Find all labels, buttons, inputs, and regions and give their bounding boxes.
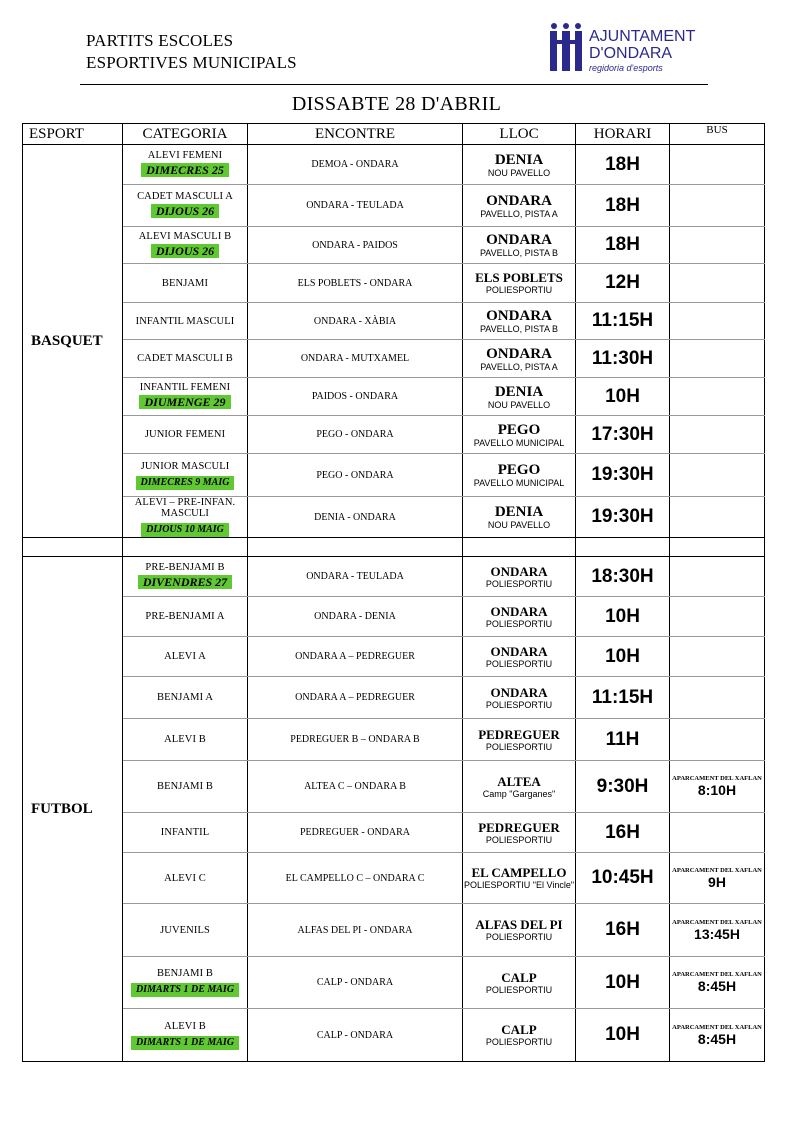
venue-name: DENIA xyxy=(494,504,544,520)
bus-cell xyxy=(670,378,765,416)
table-row xyxy=(23,227,765,264)
match-cell: ALTEA C – ONDARA B xyxy=(248,761,463,813)
bus-cell xyxy=(670,853,765,904)
time-cell: 18:30H xyxy=(576,557,670,597)
venue-cell xyxy=(463,853,576,904)
table-row xyxy=(23,677,765,719)
table-row xyxy=(23,597,765,637)
venue-name: DENIA xyxy=(494,383,544,400)
category-name: PRE-BENJAMI A xyxy=(145,611,225,622)
venue-detail: POLIESPORTIU "El Vincle" xyxy=(463,880,575,890)
venue-cell xyxy=(463,813,576,853)
category-cell xyxy=(123,378,248,416)
category-cell xyxy=(123,303,248,340)
bus-time: 9H xyxy=(708,873,726,890)
venue-cell xyxy=(463,340,576,378)
venue-detail: NOU PAVELLO xyxy=(487,520,551,530)
category-name: CADET MASCULI A xyxy=(137,191,233,202)
bus-cell xyxy=(670,904,765,957)
match-cell: ONDARA A – PEDREGUER xyxy=(248,677,463,719)
bus-pickup-note: APARCAMENT DEL XAFLAN xyxy=(672,971,762,978)
sport-label: FUTBOL xyxy=(23,557,123,1062)
table-row xyxy=(23,497,765,538)
venue-name: ONDARA xyxy=(490,643,548,659)
venue-name: ONDARA xyxy=(490,563,548,579)
category-cell xyxy=(123,761,248,813)
time-cell: 19:30H xyxy=(576,454,670,497)
match-cell: CALP - ONDARA xyxy=(248,1009,463,1062)
bus-time: 8:45H xyxy=(697,978,737,994)
bus-pickup-note: APARCAMENT DEL XAFLAN xyxy=(672,775,762,782)
venue-name: PEGO xyxy=(497,421,541,438)
venue-cell xyxy=(463,145,576,185)
time-cell: 10H xyxy=(576,637,670,677)
time-cell: 16H xyxy=(576,813,670,853)
match-cell: ONDARA - MUTXAMEL xyxy=(248,340,463,378)
table-row xyxy=(23,813,765,853)
table-row xyxy=(23,904,765,957)
bus-cell xyxy=(670,145,765,185)
match-cell: ALFAS DEL PI - ONDARA xyxy=(248,904,463,957)
match-cell: DEMOA - ONDARA xyxy=(248,145,463,185)
venue-cell xyxy=(463,637,576,677)
match-cell: ONDARA - TEULADA xyxy=(248,185,463,227)
header-divider xyxy=(80,84,708,85)
time-cell: 11:15H xyxy=(576,677,670,719)
bus-cell xyxy=(670,557,765,597)
bus-cell xyxy=(670,957,765,1009)
venue-detail: PAVELLO MUNICIPAL xyxy=(473,478,565,488)
category-name: ALEVI B xyxy=(164,1020,206,1032)
time-cell: 19:30H xyxy=(576,497,670,538)
category-cell xyxy=(123,813,248,853)
bus-cell xyxy=(670,497,765,538)
table-row xyxy=(23,145,765,185)
category-name: ALEVI B xyxy=(164,734,206,745)
category-name: JUNIOR MASCULI xyxy=(140,460,230,472)
bus-pickup-note: APARCAMENT DEL XAFLAN xyxy=(672,866,762,874)
bus-pickup-note: APARCAMENT DEL XAFLAN xyxy=(672,918,762,926)
category-name: BENJAMI A xyxy=(156,692,214,703)
venue-detail: POLIESPORTIU xyxy=(485,285,553,295)
logo-line-3: regidoria d'esports xyxy=(589,63,663,73)
venue-name: ALFAS DEL PI xyxy=(475,917,563,932)
schedule-table xyxy=(22,123,765,1062)
time-cell: 18H xyxy=(576,227,670,264)
venue-name: PEDREGUER xyxy=(478,726,560,742)
time-cell: 18H xyxy=(576,185,670,227)
match-cell: PEDREGUER B – ONDARA B xyxy=(248,719,463,761)
venue-detail: Camp "Garganes" xyxy=(482,788,556,799)
category-cell xyxy=(123,264,248,303)
venue-name: ONDARA xyxy=(486,308,552,324)
col-header-bus: BUS xyxy=(670,124,765,145)
bus-time: 8:45H xyxy=(697,1030,737,1047)
col-header-encontre: ENCONTRE xyxy=(248,124,463,145)
venue-detail: PAVELLO, PISTA B xyxy=(479,248,559,258)
match-cell: PEDREGUER - ONDARA xyxy=(248,813,463,853)
venue-cell xyxy=(463,597,576,637)
match-cell: ONDARA - TEULADA xyxy=(248,557,463,597)
bus-cell xyxy=(670,719,765,761)
venue-name: ONDARA xyxy=(486,345,552,362)
venue-name: EL CAMPELLO xyxy=(471,865,567,880)
bus-cell xyxy=(670,227,765,264)
time-cell: 11H xyxy=(576,719,670,761)
time-cell: 10H xyxy=(576,597,670,637)
match-cell: CALP - ONDARA xyxy=(248,957,463,1009)
date-note: DIJOUS 26 xyxy=(151,244,219,258)
bus-cell xyxy=(670,813,765,853)
category-name: PRE-BENJAMI B xyxy=(145,562,225,573)
venue-cell xyxy=(463,1009,576,1062)
sport-label: BASQUET xyxy=(23,145,123,538)
venue-detail: POLIESPORTIU xyxy=(485,578,553,589)
futbol-section xyxy=(23,557,765,1062)
venue-detail: POLIESPORTIU xyxy=(485,618,553,629)
logo-line-1: AJUNTAMENT xyxy=(589,28,696,45)
category-name: JUVENILS xyxy=(160,924,210,936)
category-cell xyxy=(123,340,248,378)
venue-cell xyxy=(463,454,576,497)
date-note: DIJOUS 26 xyxy=(151,204,219,218)
category-cell xyxy=(123,677,248,719)
date-note: DIMECRES 9 MAIG xyxy=(136,476,235,490)
match-cell: PEGO - ONDARA xyxy=(248,454,463,497)
logo-text xyxy=(589,28,695,74)
venue-detail: POLIESPORTIU xyxy=(485,741,553,752)
time-cell: 10H xyxy=(576,378,670,416)
venue-name: ONDARA xyxy=(490,684,548,700)
category-name: INFANTIL MASCULI xyxy=(135,315,235,327)
page-title: DISSABTE 28 D'ABRIL xyxy=(291,93,502,115)
category-name: JUNIOR FEMENI xyxy=(144,429,226,440)
bus-cell xyxy=(670,303,765,340)
category-cell xyxy=(123,557,248,597)
date-note: DIMARTS 1 DE MAIG xyxy=(131,983,239,997)
date-note: DIUMENGE 29 xyxy=(139,395,230,409)
category-cell xyxy=(123,719,248,761)
venue-cell xyxy=(463,303,576,340)
bus-cell xyxy=(670,340,765,378)
bus-cell xyxy=(670,597,765,637)
category-cell xyxy=(123,853,248,904)
category-name: BENJAMI xyxy=(161,277,209,289)
table-row xyxy=(23,719,765,761)
table-row xyxy=(23,853,765,904)
table-row xyxy=(23,761,765,813)
venue-detail: PAVELLO, PISTA B xyxy=(479,324,559,334)
venue-cell xyxy=(463,677,576,719)
time-cell: 12H xyxy=(576,264,670,303)
time-cell: 10H xyxy=(576,1009,670,1062)
time-cell: 9:30H xyxy=(576,761,670,813)
bus-cell xyxy=(670,416,765,454)
time-cell: 10H xyxy=(576,957,670,1009)
category-cell xyxy=(123,497,248,538)
category-name: ALEVI A xyxy=(164,651,206,662)
bus-cell xyxy=(670,185,765,227)
table-row xyxy=(23,378,765,416)
col-header-lloc: LLOC xyxy=(463,124,576,145)
col-header-horari: HORARI xyxy=(576,124,670,145)
venue-cell xyxy=(463,416,576,454)
match-cell: ONDARA - DENIA xyxy=(248,597,463,637)
venue-name: DENIA xyxy=(494,151,544,168)
category-cell xyxy=(123,637,248,677)
match-cell: ONDARA - PAIDOS xyxy=(248,227,463,264)
venue-detail: POLIESPORTIU xyxy=(485,932,553,942)
document-header xyxy=(86,30,297,74)
table-row xyxy=(23,340,765,378)
table-row xyxy=(23,957,765,1009)
venue-detail: PAVELLO, PISTA A xyxy=(480,208,558,219)
bus-cell xyxy=(670,454,765,497)
venue-name: CALP xyxy=(501,1022,537,1037)
time-cell: 17:30H xyxy=(576,416,670,454)
category-cell xyxy=(123,227,248,264)
venue-cell xyxy=(463,557,576,597)
category-cell xyxy=(123,1009,248,1062)
table-row xyxy=(23,185,765,227)
category-name: CADET MASCULI B xyxy=(137,353,233,364)
category-name: ALEVI – PRE-INFAN. MASCULI xyxy=(134,497,236,519)
venue-cell xyxy=(463,227,576,264)
bus-cell xyxy=(670,637,765,677)
col-header-categoria: CATEGORIA xyxy=(123,124,248,145)
bus-cell xyxy=(670,677,765,719)
bus-cell xyxy=(670,761,765,813)
venue-name: ONDARA xyxy=(490,603,548,619)
table-row xyxy=(23,264,765,303)
table-row xyxy=(23,1009,765,1062)
time-cell: 10:45H xyxy=(576,853,670,904)
match-cell: PAIDOS - ONDARA xyxy=(248,378,463,416)
venue-cell xyxy=(463,957,576,1009)
date-note: DIVENDRES 27 xyxy=(138,575,232,589)
venue-name: PEGO xyxy=(497,462,541,478)
category-name: INFANTIL xyxy=(160,827,210,838)
venue-detail: POLIESPORTIU xyxy=(485,699,553,710)
category-cell xyxy=(123,454,248,497)
venue-detail: PAVELLO, PISTA A xyxy=(480,361,558,372)
venue-detail: POLIESPORTIU xyxy=(485,834,553,845)
venue-cell xyxy=(463,185,576,227)
date-note: DIMECRES 25 xyxy=(141,163,229,177)
venue-detail: PAVELLO MUNICIPAL xyxy=(473,437,565,448)
venue-name: ONDARA xyxy=(486,232,552,248)
logo-line-2: D'ONDARA xyxy=(589,45,673,62)
date-note: DIMARTS 1 DE MAIG xyxy=(131,1036,239,1050)
venue-name: CALP xyxy=(501,969,537,985)
category-cell xyxy=(123,597,248,637)
category-cell xyxy=(123,185,248,227)
category-name: BENJAMI B xyxy=(156,968,214,979)
match-cell: ONDARA A – PEDREGUER xyxy=(248,637,463,677)
category-name: ALEVI MASCULI B xyxy=(138,230,232,242)
header-line-1: PARTITS ESCOLES xyxy=(86,31,234,50)
category-name: ALEVI FEMENI xyxy=(147,150,223,161)
category-name: INFANTIL FEMENI xyxy=(139,382,231,393)
table-row xyxy=(23,416,765,454)
time-cell: 16H xyxy=(576,904,670,957)
bus-time: 8:10H xyxy=(697,782,737,798)
venue-detail: POLIESPORTIU xyxy=(485,1037,553,1047)
match-cell: ONDARA - XÀBIA xyxy=(248,303,463,340)
category-cell xyxy=(123,904,248,957)
category-cell xyxy=(123,145,248,185)
table-header-row xyxy=(23,124,765,145)
venue-name: PEDREGUER xyxy=(478,819,560,835)
venue-detail: NOU PAVELLO xyxy=(487,167,551,178)
venue-name: ALTEA xyxy=(497,773,541,789)
basquet-section xyxy=(23,145,765,538)
category-name: BENJAMI B xyxy=(156,781,214,792)
match-cell: ELS POBLETS - ONDARA xyxy=(248,264,463,303)
table-row xyxy=(23,454,765,497)
venue-name: ELS POBLETS xyxy=(475,270,563,285)
date-note: DIJOUS 10 MAIG xyxy=(141,523,229,537)
category-cell xyxy=(123,416,248,454)
match-cell: DENIA - ONDARA xyxy=(248,497,463,538)
section-separator xyxy=(23,538,765,557)
venue-name: ONDARA xyxy=(486,192,552,209)
header-line-2: ESPORTIVES MUNICIPALS xyxy=(86,53,297,72)
venue-detail: NOU PAVELLO xyxy=(487,399,551,410)
venue-cell xyxy=(463,264,576,303)
match-cell: PEGO - ONDARA xyxy=(248,416,463,454)
match-cell: EL CAMPELLO C – ONDARA C xyxy=(248,853,463,904)
table-row xyxy=(23,637,765,677)
bus-cell xyxy=(670,1009,765,1062)
venue-cell xyxy=(463,761,576,813)
venue-cell xyxy=(463,719,576,761)
category-name: ALEVI C xyxy=(164,872,206,884)
bus-time: 13:45H xyxy=(694,925,740,942)
venue-cell xyxy=(463,497,576,538)
bus-pickup-note: APARCAMENT DEL XAFLAN xyxy=(672,1023,762,1031)
table-row xyxy=(23,303,765,340)
time-cell: 11:30H xyxy=(576,340,670,378)
venue-detail: POLIESPORTIU xyxy=(485,984,553,995)
venue-detail: POLIESPORTIU xyxy=(485,658,553,669)
ajuntament-logo xyxy=(549,22,709,78)
venue-cell xyxy=(463,904,576,957)
col-header-esport: ESPORT xyxy=(23,124,123,145)
bus-cell xyxy=(670,264,765,303)
venue-cell xyxy=(463,378,576,416)
category-cell xyxy=(123,957,248,1009)
town-crest-icon xyxy=(549,22,583,74)
table-row xyxy=(23,557,765,597)
time-cell: 11:15H xyxy=(576,303,670,340)
time-cell: 18H xyxy=(576,145,670,185)
